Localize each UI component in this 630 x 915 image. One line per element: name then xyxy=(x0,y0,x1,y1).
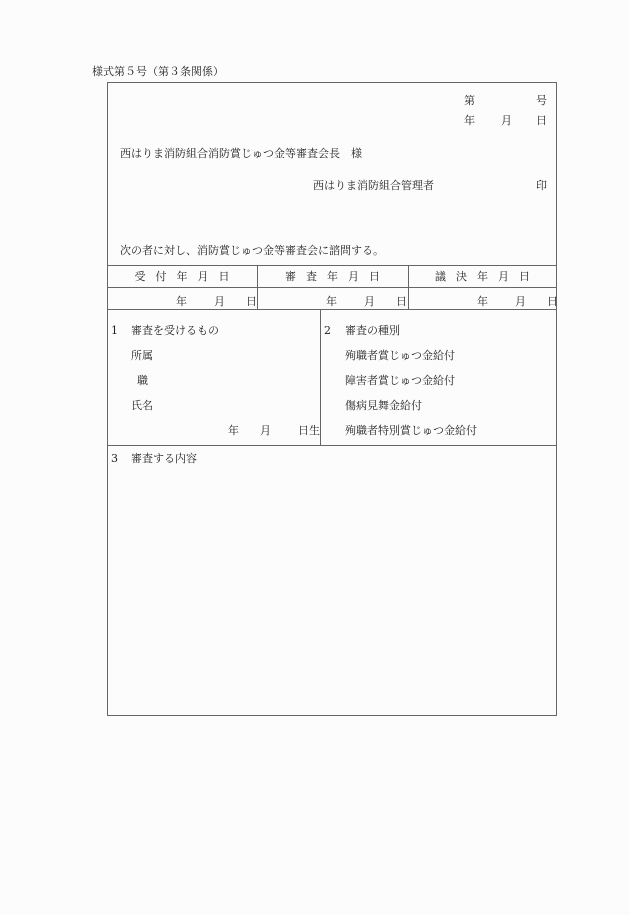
header-char: 審 xyxy=(285,270,296,283)
review-date-header xyxy=(257,265,408,287)
number-prefix: 第 xyxy=(464,94,475,107)
name-label: 氏名 xyxy=(131,399,153,412)
header-char: 日 xyxy=(218,270,230,283)
divider xyxy=(107,445,557,446)
header-char: 月 xyxy=(197,270,209,283)
month-label: 月 xyxy=(515,295,526,308)
header-char: 月 xyxy=(348,270,359,283)
header-char: 決 xyxy=(456,270,467,283)
body-text: 次の者に対し、消防賞じゅつ金等審査会に諮問する。 xyxy=(120,244,384,257)
reception-date-field[interactable] xyxy=(107,287,257,309)
addressee: 西はりま消防組合消防賞じゅつ金等審査会長 様 xyxy=(120,147,362,160)
form-title: 様式第５号（第３条関係） xyxy=(92,65,224,78)
reception-date-header xyxy=(107,265,257,287)
section1-title: 審査を受けるもの xyxy=(131,324,219,337)
year-label: 年 xyxy=(326,295,337,308)
resolution-date-header xyxy=(408,265,557,287)
month-label: 月 xyxy=(364,295,375,308)
month-label: 月 xyxy=(214,295,225,308)
header-char: 日 xyxy=(519,270,530,283)
section2-title: 審査の種別 xyxy=(345,324,400,337)
birth-month-label: 月 xyxy=(260,424,271,437)
divider xyxy=(320,309,321,445)
header-char: 年 xyxy=(477,270,488,283)
section3-number: 3 xyxy=(111,452,118,465)
seal-mark: 印 xyxy=(536,179,547,192)
header-char: 年 xyxy=(176,270,188,283)
position-label: 職 xyxy=(137,374,148,387)
sender-name: 西はりま消防組合管理者 xyxy=(313,179,434,192)
date-day: 日 xyxy=(536,114,547,127)
header-char: 日 xyxy=(369,270,380,283)
date-month: 月 xyxy=(501,114,512,127)
day-label: 日 xyxy=(547,295,558,308)
year-label: 年 xyxy=(477,295,488,308)
header-char: 付 xyxy=(155,270,167,283)
option-disability-award[interactable]: 障害者賞じゅつ金給付 xyxy=(345,374,455,387)
section1-number: 1 xyxy=(111,324,118,337)
header-char: 議 xyxy=(435,270,446,283)
review-content-area[interactable] xyxy=(108,470,556,715)
number-suffix: 号 xyxy=(536,94,547,107)
year-label: 年 xyxy=(176,295,187,308)
header-char: 年 xyxy=(327,270,338,283)
review-date-field[interactable] xyxy=(257,287,408,309)
birth-year-label: 年 xyxy=(228,424,239,437)
day-label: 日 xyxy=(246,295,257,308)
divider xyxy=(107,309,557,310)
option-injury-allowance[interactable]: 傷病見舞金給付 xyxy=(345,399,422,412)
affiliation-label: 所属 xyxy=(131,349,153,362)
birth-day-label: 日生 xyxy=(298,424,320,437)
option-special-death-award[interactable]: 殉職者特別賞じゅつ金給付 xyxy=(345,424,477,437)
option-death-award[interactable]: 殉職者賞じゅつ金給付 xyxy=(345,349,455,362)
header-char: 受 xyxy=(134,270,146,283)
header-char: 査 xyxy=(306,270,317,283)
section3-title: 審査する内容 xyxy=(131,452,197,465)
day-label: 日 xyxy=(396,295,407,308)
resolution-date-field[interactable] xyxy=(408,287,557,309)
header-char: 月 xyxy=(498,270,509,283)
section2-number: 2 xyxy=(324,324,331,337)
date-year: 年 xyxy=(464,114,475,127)
